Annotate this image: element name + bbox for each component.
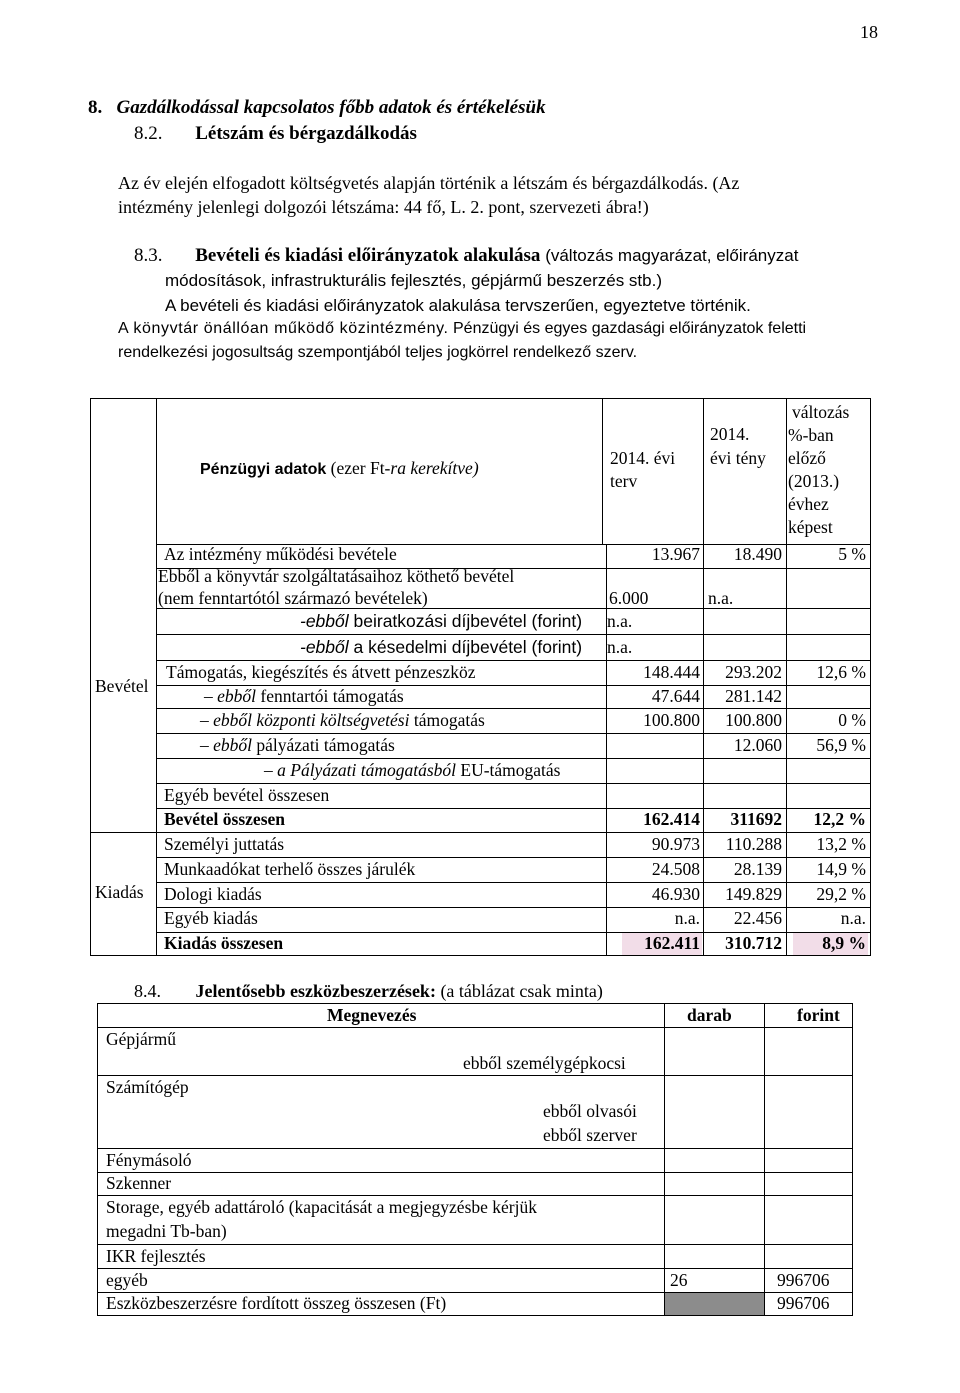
- row-maintainer-support-italic: ebből: [217, 686, 257, 706]
- eq-row-vehicle: Gépjármű: [106, 1029, 176, 1049]
- section-8-4-heading: [134, 981, 603, 1002]
- row-operating-income-label: Az intézmény működési bevétele: [164, 544, 397, 564]
- row-grant-support-text: pályázati támogatás: [252, 735, 395, 755]
- section-8-3-heading: [134, 245, 798, 267]
- section-8-heading: [88, 97, 546, 119]
- section-8-4-title: Jelentősebb eszközbeszerzések:: [195, 981, 436, 1001]
- para-8-3-line4: [118, 320, 806, 338]
- section-8-number: 8.: [88, 97, 103, 118]
- header-change-5: évhez: [788, 494, 829, 514]
- row-maintainer-support-text: fenntartói támogatás: [256, 686, 404, 706]
- row-late-fee-label: [300, 637, 582, 658]
- eq-row-storage-1: Storage, egyéb adattároló (kapacitását a megjegyzésbe kérjük: [106, 1197, 537, 1217]
- row-income-total-change: 12,2 %: [813, 809, 866, 829]
- para-8-3-line4b: Pénzügyi és egyes gazdasági előirányzatok feletti: [453, 320, 807, 337]
- row-maintainer-support-plan: 47.644: [651, 686, 700, 706]
- row-income-total-label: Bevétel összesen: [164, 809, 286, 829]
- row-other-income-label: Egyéb bevétel összesen: [164, 785, 330, 805]
- row-other-expense-label: Egyéb kiadás: [164, 908, 258, 928]
- row-personnel-actual: 110.288: [725, 834, 782, 854]
- row-material-plan: 46.930: [651, 884, 700, 904]
- eq-header-name: Megnevezés: [327, 1005, 417, 1025]
- row-registration-fee-plan: n.a.: [607, 611, 633, 631]
- row-registration-fee-italic: -ebből: [300, 611, 349, 631]
- row-grant-support-dash: –: [200, 735, 214, 755]
- header-label-italic: ra kerekítve): [390, 458, 479, 478]
- row-grant-support-label: [200, 735, 395, 756]
- eq-row-copier: Fénymásoló: [106, 1150, 192, 1170]
- header-actual-2: évi tény: [710, 448, 766, 468]
- para-8-3-line2: módosítások, infrastrukturális fejlesztés, gépjármű beszerzés stb.): [165, 271, 662, 290]
- eq-row-ikr: IKR fejlesztés: [106, 1246, 206, 1266]
- row-central-budget-italic: ebből központi költségvetési: [213, 710, 410, 730]
- section-8-3-subtitle: (változás magyarázat, előirányzat: [545, 246, 799, 265]
- eq-row-total-amount: 996706: [777, 1293, 830, 1313]
- header-label-bold: Pénzügyi adatok: [200, 461, 327, 478]
- header-label: [200, 458, 479, 479]
- eq-row-other: egyéb: [106, 1270, 148, 1290]
- row-service-income-label-2: (nem fenntartótól származó bevételek): [158, 588, 428, 608]
- row-operating-income-change: 5 %: [838, 544, 866, 564]
- row-central-budget-plan: 100.800: [643, 710, 700, 730]
- financial-table: [90, 398, 870, 955]
- row-grant-support-actual: 12.060: [733, 735, 782, 755]
- row-contributions-label: Munkaadókat terhelő összes járulék: [164, 859, 416, 879]
- row-personnel-plan: 90.973: [651, 834, 700, 854]
- row-service-income-label-1: Ebből a könyvtár szolgáltatásaihoz köthető bevétel: [158, 566, 515, 586]
- row-eu-support-text: EU-támogatás: [456, 760, 561, 780]
- row-expense-total-label: Kiadás összesen: [164, 933, 284, 953]
- row-maintainer-support-actual: 281.142: [725, 686, 782, 706]
- section-8-4-number: 8.4.: [134, 981, 161, 1001]
- row-contributions-plan: 24.508: [651, 859, 700, 879]
- eq-row-other-qty: 26: [670, 1270, 688, 1290]
- section-8-title: Gazdálkodással kapcsolatos főbb adatok és értékelésük: [116, 97, 546, 118]
- row-subsidy-label: Támogatás, kiegészítés és átvett pénzeszköz: [166, 662, 476, 682]
- group-expense-label: Kiadás: [95, 882, 144, 902]
- row-central-budget-text: támogatás: [409, 710, 485, 730]
- header-change-2: %-ban: [788, 425, 834, 445]
- header-plan-1: 2014. évi: [610, 448, 676, 468]
- row-grant-support-italic: ebből: [213, 735, 253, 755]
- eq-row-car: ebből személygépkocsi: [463, 1053, 626, 1073]
- section-8-3-number: 8.3.: [134, 245, 163, 266]
- row-income-total-plan: 162.414: [643, 809, 700, 829]
- row-late-fee-text: a késedelmi díjbevétel (forint): [348, 637, 583, 657]
- para-8-2-line1: Az év elején elfogadott költségvetés alapján történik a létszám és bérgazdálkodás. (Az: [118, 173, 740, 193]
- section-8-2-title: Létszám és bérgazdálkodás: [195, 123, 417, 144]
- para-8-2-line2: intézmény jelenlegi dolgozói létszáma: 44 fő, L. 2. pont, szervezeti ábra!): [118, 197, 649, 217]
- row-grant-support-change: 56,9 %: [816, 735, 866, 755]
- group-income-label: Bevétel: [95, 676, 149, 696]
- row-eu-support-dash: –: [264, 760, 278, 780]
- row-other-expense-change: n.a.: [840, 908, 866, 928]
- header-plan-2: terv: [610, 471, 638, 491]
- row-other-expense-actual: 22.456: [733, 908, 782, 928]
- row-central-budget-actual: 100.800: [725, 710, 782, 730]
- row-operating-income-actual: 18.490: [733, 544, 782, 564]
- equipment-table: [97, 1003, 852, 1315]
- row-subsidy-change: 12,6 %: [816, 662, 866, 682]
- row-contributions-actual: 28.139: [733, 859, 782, 879]
- row-personnel-label: Személyi juttatás: [164, 834, 285, 854]
- section-8-4-subtitle: (a táblázat csak minta): [435, 981, 603, 1001]
- eq-row-total: Eszközbeszerzésre fordított összeg összesen (Ft): [106, 1293, 447, 1313]
- eq-row-scanner: Szkenner: [106, 1173, 172, 1193]
- row-central-budget-change: 0 %: [838, 710, 866, 730]
- para-8-3-line3: A bevételi és kiadási előirányzatok alakulása tervszerűen, egyeztetve történik.: [165, 296, 751, 315]
- row-expense-total-actual: 310.712: [725, 933, 782, 953]
- para-8-3-line5: rendelkezési jogosultság szempontjából teljes jogkörrel rendelkező szerv.: [118, 344, 638, 361]
- row-expense-total-change: 8,9 %: [822, 933, 866, 953]
- row-personnel-change: 13,2 %: [816, 834, 866, 854]
- row-central-budget-label: [200, 710, 485, 731]
- eq-row-storage-2: megadni Tb-ban): [106, 1221, 227, 1241]
- row-central-budget-dash: –: [200, 710, 214, 730]
- grey-cell: [664, 1293, 764, 1315]
- row-contributions-change: 14,9 %: [816, 859, 866, 879]
- row-material-change: 29,2 %: [816, 884, 866, 904]
- row-maintainer-support-label: [204, 686, 404, 707]
- eq-row-computer: Számítógép: [106, 1077, 189, 1097]
- header-change-3: előző: [788, 448, 826, 468]
- header-change-6: képest: [788, 517, 833, 537]
- row-maintainer-support-dash: –: [204, 686, 218, 706]
- eq-row-other-amount: 996706: [777, 1270, 830, 1290]
- header-change-1: változás: [792, 402, 850, 422]
- eq-header-qty: darab: [687, 1005, 732, 1025]
- row-registration-fee-text: beiratkozási díjbevétel (forint): [348, 611, 583, 631]
- row-other-expense-plan: n.a.: [674, 908, 700, 928]
- header-change-4: (2013.): [788, 471, 840, 491]
- row-eu-support-italic: a Pályázati támogatásból: [277, 760, 457, 780]
- section-8-3-title: Bevételi és kiadási előirányzatok alakulása: [195, 245, 541, 266]
- row-material-label: Dologi kiadás: [164, 884, 262, 904]
- row-eu-support-label: [264, 760, 561, 781]
- row-service-income-plan: 6.000: [609, 588, 649, 608]
- row-registration-fee-label: [300, 611, 582, 632]
- eq-row-server: ebből szerver: [543, 1125, 637, 1145]
- row-expense-total-plan: 162.411: [644, 933, 700, 953]
- row-material-actual: 149.829: [725, 884, 782, 904]
- eq-row-reader-pc: ebből olvasói: [543, 1101, 637, 1121]
- row-income-total-actual: 311692: [730, 809, 782, 829]
- header-label-rest: (ezer Ft-: [326, 458, 391, 478]
- row-late-fee-italic: -ebből: [300, 637, 349, 657]
- row-service-income-actual: n.a.: [708, 588, 734, 608]
- row-late-fee-plan: n.a.: [607, 637, 633, 657]
- header-actual-1: 2014.: [710, 424, 750, 444]
- page-number: 18: [860, 22, 878, 42]
- row-operating-income-plan: 13.967: [651, 544, 700, 564]
- section-8-2-number: 8.2.: [134, 123, 163, 144]
- section-8-2-heading: [134, 123, 417, 145]
- eq-header-amount: forint: [797, 1005, 840, 1025]
- row-subsidy-actual: 293.202: [725, 662, 782, 682]
- para-8-3-line4a: A könyvtár önállóan működő közintézmény.: [118, 320, 449, 337]
- row-subsidy-plan: 148.444: [643, 662, 700, 682]
